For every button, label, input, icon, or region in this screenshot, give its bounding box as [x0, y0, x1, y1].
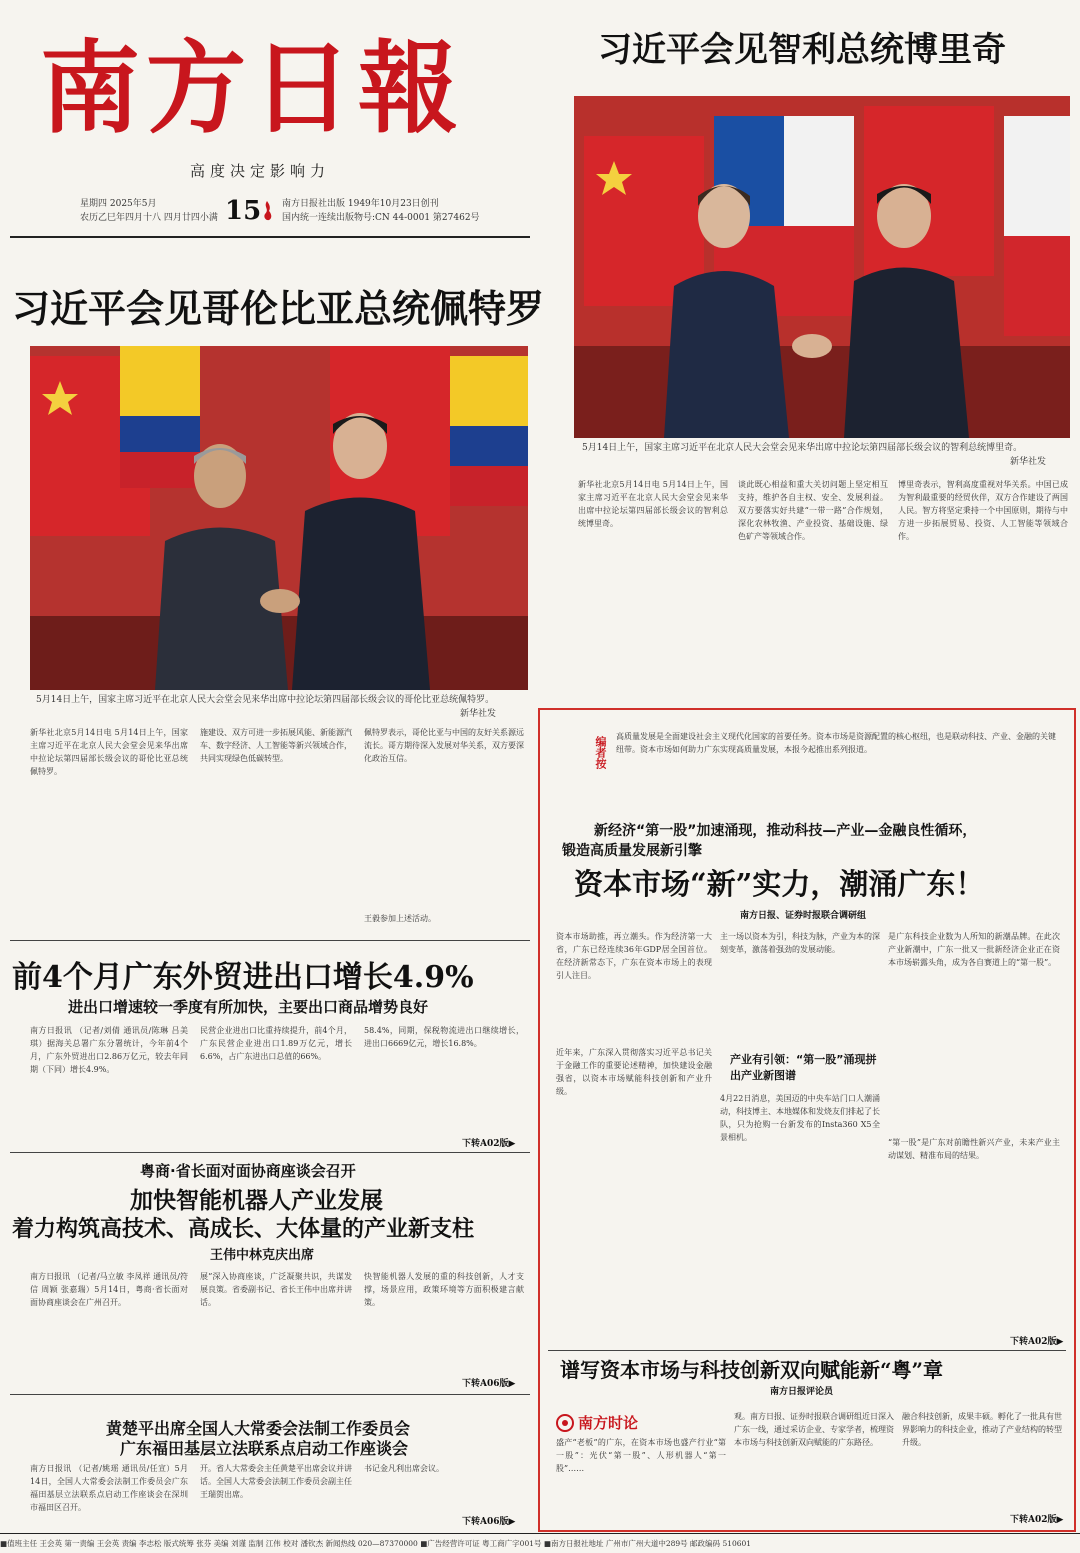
- colombia-caption: 5月14日上午，国家主席习近平在北京人民大会堂会见来华出席中拉论坛第四届部长级会议的哥伦比亚总统佩特罗。: [36, 695, 495, 705]
- robot-headline-2: 着力构筑高技术、高成长、大体量的产业新支柱: [12, 1216, 475, 1242]
- chile-photo: [574, 96, 1070, 438]
- lunar-line: 农历乙巳年四月十八 四月廿四小满: [80, 213, 218, 223]
- law-body-col2: 开。省人大常委会主任黄楚平出席会议并讲话。全国人大常委会法制工作委员会副主任王瑞贺出席。: [200, 1464, 352, 1499]
- capital-body-col2: 主一场以资本为引，科技为脉，产业为本的深刻变革，激荡着强劲的发展动能。: [720, 932, 880, 954]
- section-label-commentary: [556, 1412, 638, 1433]
- trade-continue-link[interactable]: 下转A02版▶: [462, 1139, 516, 1149]
- editor-note-text: 高质量发展是全面建设社会主义现代化国家的首要任务。资本市场是资源配置的核心枢纽，也是联动科技、产业、金融的关键纽带。资本市场如何助力广东实现高质量发展，本报今起推出系列报道。: [616, 732, 1056, 754]
- publisher-line: 南方日报社出版 1949年10月23日创刊: [282, 199, 439, 209]
- chile-body-col3: 博里奇表示，智利高度重视对华关系。中国已成为智利最重要的经贸伙伴，双方合作建设了两国人民。智方将坚定秉持一个中国原则，期待与中方进一步拓展贸易、投资、人工智能等领域合作。: [898, 480, 1068, 541]
- robot-kicker: 粤商·省长面对面协商座谈会召开: [140, 1162, 356, 1180]
- editor-note-label: [594, 736, 608, 769]
- capital-subhead: 产业有引领：“第一股”涌现拼出产业新图谱: [730, 1053, 877, 1082]
- capital-continue-link[interactable]: 下转A02版▶: [1010, 1337, 1064, 1347]
- capital-kicker-2: 锻造高质量发展新引擎: [562, 843, 702, 859]
- section-divider: [10, 1152, 530, 1153]
- trade-subheadline: 进出口增速较一季度有所加快，主要出口商品增势良好: [68, 998, 429, 1016]
- issue-date: [80, 197, 218, 225]
- capital-headline: 资本市场“新”实力，潮涌广东！: [574, 867, 985, 901]
- section-divider: [10, 940, 530, 941]
- capital-body-col1b: 近年来，广东深入贯彻落实习近平总书记关于金融工作的重要论述精神，加快建设金融强省，以资本市场赋能科技创新和产业升级。: [556, 1048, 712, 1096]
- robot-body-col3: 快智能机器人发展的重的科技创新，人才支撑，场景应用，政策环境等方面积极建言献策。: [364, 1272, 524, 1307]
- commentary-byline: 南方日报评论员: [770, 1387, 834, 1397]
- law-body-col3: 书记金凡利出席会议。: [364, 1464, 444, 1473]
- law-headline-1: 黄楚平出席全国人大常委会法制工作委员会: [106, 1419, 411, 1438]
- footer-staff-line: ■值班主任 王会英 第一责编 王会英 责编 李志松 版式统筹 张芬 美编 刘谨 监制 江伟 校对 潘钦杰 新闻热线 020—87370000 ■广告经营许可证 粤工商广字001号 ■南方日报社地址 广州市广州大道中289号 邮政编码 510601: [0, 1539, 752, 1548]
- colombia-photo-illustration: [30, 346, 528, 690]
- commentary-headline: 谱写资本市场与科技创新双向赋能新“粤”章: [560, 1358, 944, 1382]
- law-body-col1: 南方日报讯 （记者/姚瑶 通讯员/任宣）5月14日，全国人大常委会法制工作委员会广东福田基层立法联系点启动工作座谈会在深圳市福田区召开。: [30, 1464, 188, 1512]
- cn-line: 国内统一连续出版物号:CN 44-0001 第27462号: [282, 213, 480, 223]
- law-headline-2: 广东福田基层立法联系点启动工作座谈会: [120, 1439, 409, 1458]
- commentary-continue-link[interactable]: 下转A02版▶: [1010, 1515, 1064, 1525]
- publication-info: [282, 197, 480, 225]
- capital-body-col3b: “第一股”是广东对前瞻性新兴产业，未来产业主动谋划、精准布局的结果。: [888, 1138, 1060, 1160]
- robot-body-col2: 展”深入协商座谈，广泛凝聚共识，共谋发展良策。省委副书记、省长王伟中出席并讲话。: [200, 1272, 352, 1307]
- robot-byline: 王伟中林克庆出席: [210, 1248, 315, 1263]
- colombia-body-col1: 新华社北京5月14日电 5月14日上午，国家主席习近平在北京人民大会堂会见来华出席中拉论坛第四届部长级会议的哥伦比亚总统佩特罗。: [30, 728, 188, 776]
- commentary-body-col1: 盛产“老板”的广东，在资本市场也盛产行业“第一股”：光伏“第一股”、人形机器人“第一股”……: [556, 1438, 726, 1473]
- colombia-body-col2: 施建设、双方可进一步拓展风能、新能源汽车、数字经济、人工智能等新兴领域合作，共同实现绿色低碳转型。: [200, 728, 352, 763]
- law-continue-link[interactable]: 下转A06版▶: [462, 1517, 516, 1527]
- date-line: 星期四 2025年5月: [80, 199, 157, 209]
- robot-headline-1: 加快智能机器人产业发展: [130, 1187, 383, 1214]
- chile-photo-credit: 新华社发: [1010, 457, 1047, 467]
- chile-body-col2: 谈此既心相益和重大关切问题上坚定相互支持，维护各自主权、安全、发展利益。双方要落实好共建“一带一路”合作规划，深化农林牧渔、产业投资、基础设施、绿色矿产等领域合作。: [738, 480, 888, 541]
- colombia-body-col3: 佩特罗表示，哥伦比亚与中国的友好关系源远流长。哥方期待深入发展对华关系，双方要深化政治互信。: [364, 728, 524, 763]
- section-divider: [10, 1394, 530, 1395]
- masthead-rule: [10, 236, 530, 238]
- chile-caption: 5月14日上午，国家主席习近平在北京人民大会堂会见来华出席中拉论坛第四届部长级会议的智利总统博里奇。: [582, 443, 1023, 453]
- commentary-body-col3: 融合科技创新，成果丰硕。孵化了一批具有世界影响力的科技企业，推动了产业结构的转型升级。: [902, 1412, 1062, 1447]
- editor-note-label-text: 编者按: [594, 736, 607, 769]
- robot-continue-link[interactable]: 下转A06版▶: [462, 1379, 516, 1389]
- flame-logo-icon: [260, 200, 274, 222]
- colombia-photo-credit: 新华社发: [460, 709, 497, 719]
- commentary-body-col2: 观。南方日报、证券时报联合调研组近日深入广东一线，通过采访企业、专家学者，梳理资本市场与科技创新双向赋能的广东路径。: [734, 1412, 894, 1447]
- issue-day: 15: [225, 196, 262, 226]
- capital-body-col3: 是广东科技企业数为人所知的新潮品牌。在此次产业新潮中，广东一批又一批新经济企业正在资本市场崭露头角，成为各自赛道上的“第一股”。: [888, 932, 1060, 967]
- chile-photo-illustration: [574, 96, 1070, 438]
- trade-body-col1: 南方日报讯 （记者/刘倩 通讯员/陈琳 吕美琪）据海关总署广东分署统计，今年前4个月，广东外贸进出口2.86万亿元，较去年同期（下同）增长4.9%。: [30, 1026, 188, 1074]
- commentary-section-label: 南方时论: [578, 1414, 639, 1432]
- trade-headline: 前4个月广东外贸进出口增长4.9%: [12, 960, 474, 995]
- trade-body-col2: 民营企业进出口比重持续提升，前4个月，广东民营企业进出口1.89万亿元，增长6.6%，占广东进出口总值的66%。: [200, 1026, 352, 1061]
- capital-body-col1: 资本市场助推，再立潮头。作为经济第一大省，广东已经连续36年GDP居全国首位。在经济新常态下，广东在资本市场上的表现引人注目。: [556, 932, 712, 980]
- masthead-slogan: 高度决定影响力: [190, 162, 331, 180]
- capital-byline: 南方日报、证券时报联合调研组: [740, 911, 867, 921]
- masthead-title: 南方日報: [40, 29, 464, 147]
- colombia-headline: 习近平会见哥伦比亚总统佩特罗: [12, 286, 545, 331]
- footer-rule: [0, 1533, 1080, 1534]
- chile-body-col1: 新华社北京5月14日电 5月14日上午，国家主席习近平在北京人民大会堂会见来华出席中拉论坛第四届部长级会议的智利总统博里奇。: [578, 480, 728, 528]
- colombia-photo: [30, 346, 528, 690]
- trade-body-col3: 58.4%，同期，保税物流进出口继续增长，进出口6669亿元，增长16.8%。: [364, 1026, 524, 1048]
- robot-body-col1: 南方日报讯 （记者/马立敏 李凤祥 通讯员/符信 周颖 张嘉瑞）5月14日，粤商·省长面对面协商座谈会在广州召开。: [30, 1272, 188, 1307]
- capital-kicker: 新经济“第一股”加速涌现，推动科技—产业—金融良性循环，: [594, 823, 977, 839]
- capital-body-col2b: 4月22日消息，美国迈的中央车站门口人潮涌动，科技博主、本地媒体和发烧友们排起了长队，只为抢购一台新发布的Insta360 X5全景相机。: [720, 1094, 880, 1142]
- box-divider: [548, 1350, 1066, 1351]
- chile-headline: 习近平会见智利总统博里奇: [598, 30, 1006, 70]
- colombia-byline: 王毅参加上述活动。: [364, 914, 436, 923]
- commentary-logo-icon: [556, 1414, 574, 1432]
